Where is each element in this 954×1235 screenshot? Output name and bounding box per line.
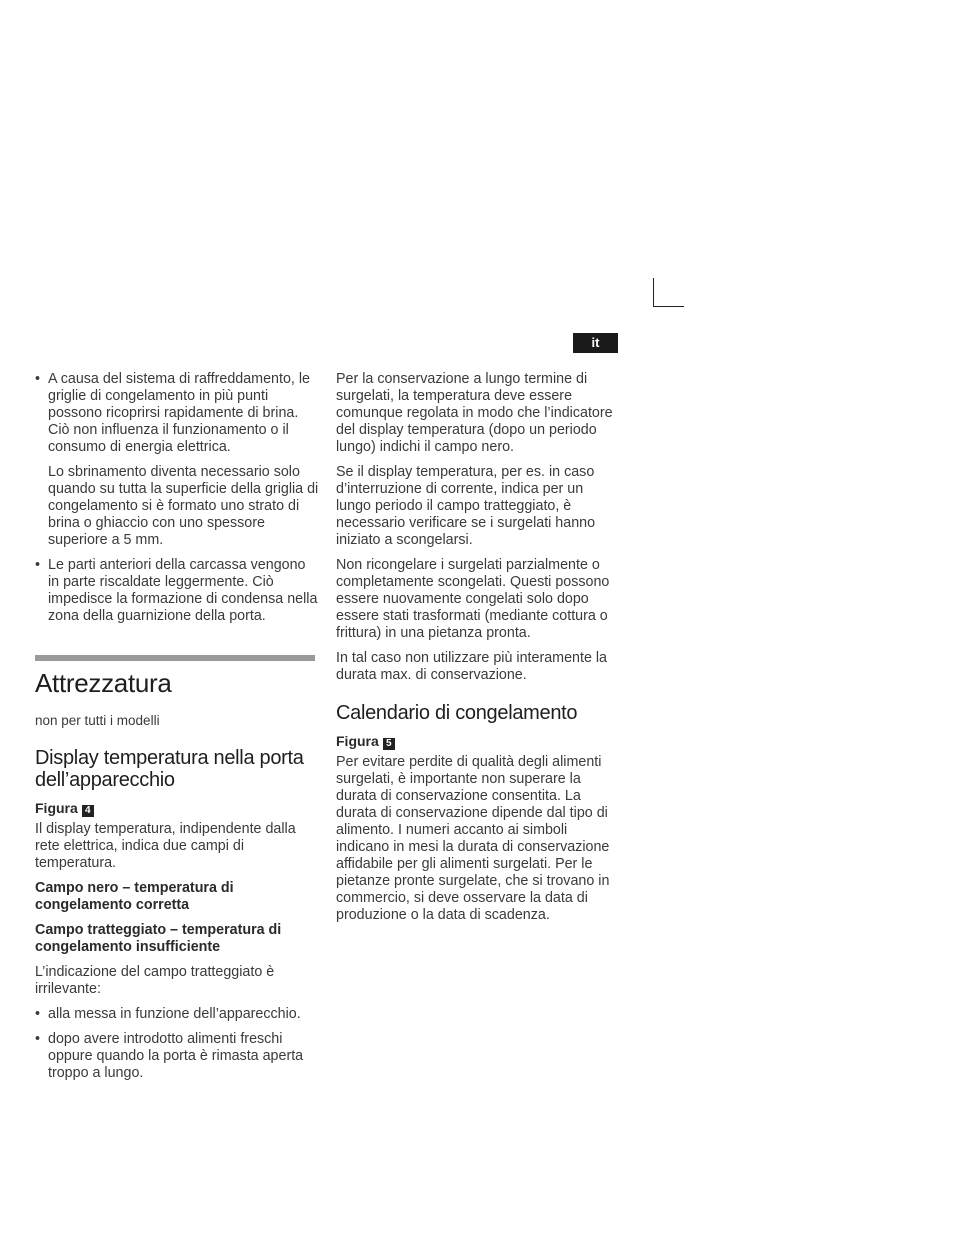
paragraph: Se il display temperatura, per es. in caso d’interruzione di corrente, indica per un lungo periodo il campo tratteggiato, è necessario verificare se i surgelati hanno iniziato a scongelarsi.: [336, 464, 596, 548]
bullet-paragraph: Lo sbrinamento diventa necessario solo quando su tutta la superficie della griglia di congelamento si è formato uno strato di brina o ghiaccio con uno spessore superiore a 5 mm.: [48, 464, 319, 548]
language-badge: it: [573, 333, 618, 353]
list-item: [35, 371, 320, 549]
figure-label: Figura: [336, 733, 379, 749]
paragraph: In tal caso non utilizzare più interamente la durata max. di conservazione.: [336, 650, 607, 683]
section-note: non per tutti i modelli: [35, 713, 160, 728]
field-black-label: Campo nero – temperatura di congelamento corretta: [35, 880, 234, 913]
crop-mark: [653, 278, 684, 307]
list-item: [35, 557, 320, 625]
figure-number-badge: 5: [383, 738, 395, 750]
left-column: [35, 371, 320, 1090]
bullet-paragraph: • Le parti anteriori della carcassa vengono in parte riscaldate leggermente. Ciò impedisce la formazione di condensa nella zona della guarnizione della porta.: [48, 557, 318, 624]
list-item: • alla messa in funzione dell’apparecchio.: [35, 1006, 320, 1023]
section-divider: [35, 655, 315, 661]
figure-label: Figura: [35, 800, 78, 816]
paragraph: Per la conservazione a lungo termine di surgelati, la temperatura deve essere comunque regolata in modo che l’indicatore del display temperatura (dopo un periodo lungo) indichi il campo nero.: [336, 371, 613, 455]
calendar-text: Per evitare perdite di qualità degli alimenti surgelati, è importante non superare la durata di conservazione consentita. La durata di conservazione dipende dal tipo di alimento. I numeri accanto ai simboli indicano in mesi la durata di conservazione affidabile per gli alimenti surgelati. Per le pietanze pronte surgelate, che si trovano in commercio, si deve osservare la data di produzione o la data di scadenza.: [336, 754, 610, 923]
bullet-paragraph: • A causa del sistema di raffreddamento, le griglie di congelamento in più punti possono ricoprirsi rapidamente di brina. Ciò non influenza il funzionamento o il consumo di energia elettrica.: [48, 371, 310, 455]
figure-reference: [35, 800, 320, 817]
field-hatched-label: Campo tratteggiato – temperatura di congelamento insufficiente: [35, 922, 282, 955]
section-title: Attrezzatura: [35, 668, 172, 698]
right-column: [336, 371, 621, 932]
paragraph: Non ricongelare i surgelati parzialmente o completamente scongelati. Questi possono essere nuovamente congelati solo dopo essere stati trasformati (mediante cottura o frittura) in una pietanza pronta.: [336, 557, 610, 641]
subsection-title: Display temperatura nella porta dell’apparecchio: [35, 747, 304, 791]
intro-bullet-list: [35, 371, 320, 625]
figure-reference: [336, 733, 621, 750]
irrelevant-text: L’indicazione del campo tratteggiato è irrilevante:: [35, 964, 275, 997]
figure-number-badge: 4: [82, 805, 94, 817]
display-intro-text: Il display temperatura, indipendente dalla rete elettrica, indica due campi di temperatura.: [35, 821, 296, 871]
irrelevant-bullet-list: [35, 1006, 320, 1082]
subsection-title: Calendario di congelamento: [336, 702, 578, 724]
list-item: • dopo avere introdotto alimenti freschi oppure quando la porta è rimasta aperta troppo a lungo.: [35, 1031, 320, 1082]
